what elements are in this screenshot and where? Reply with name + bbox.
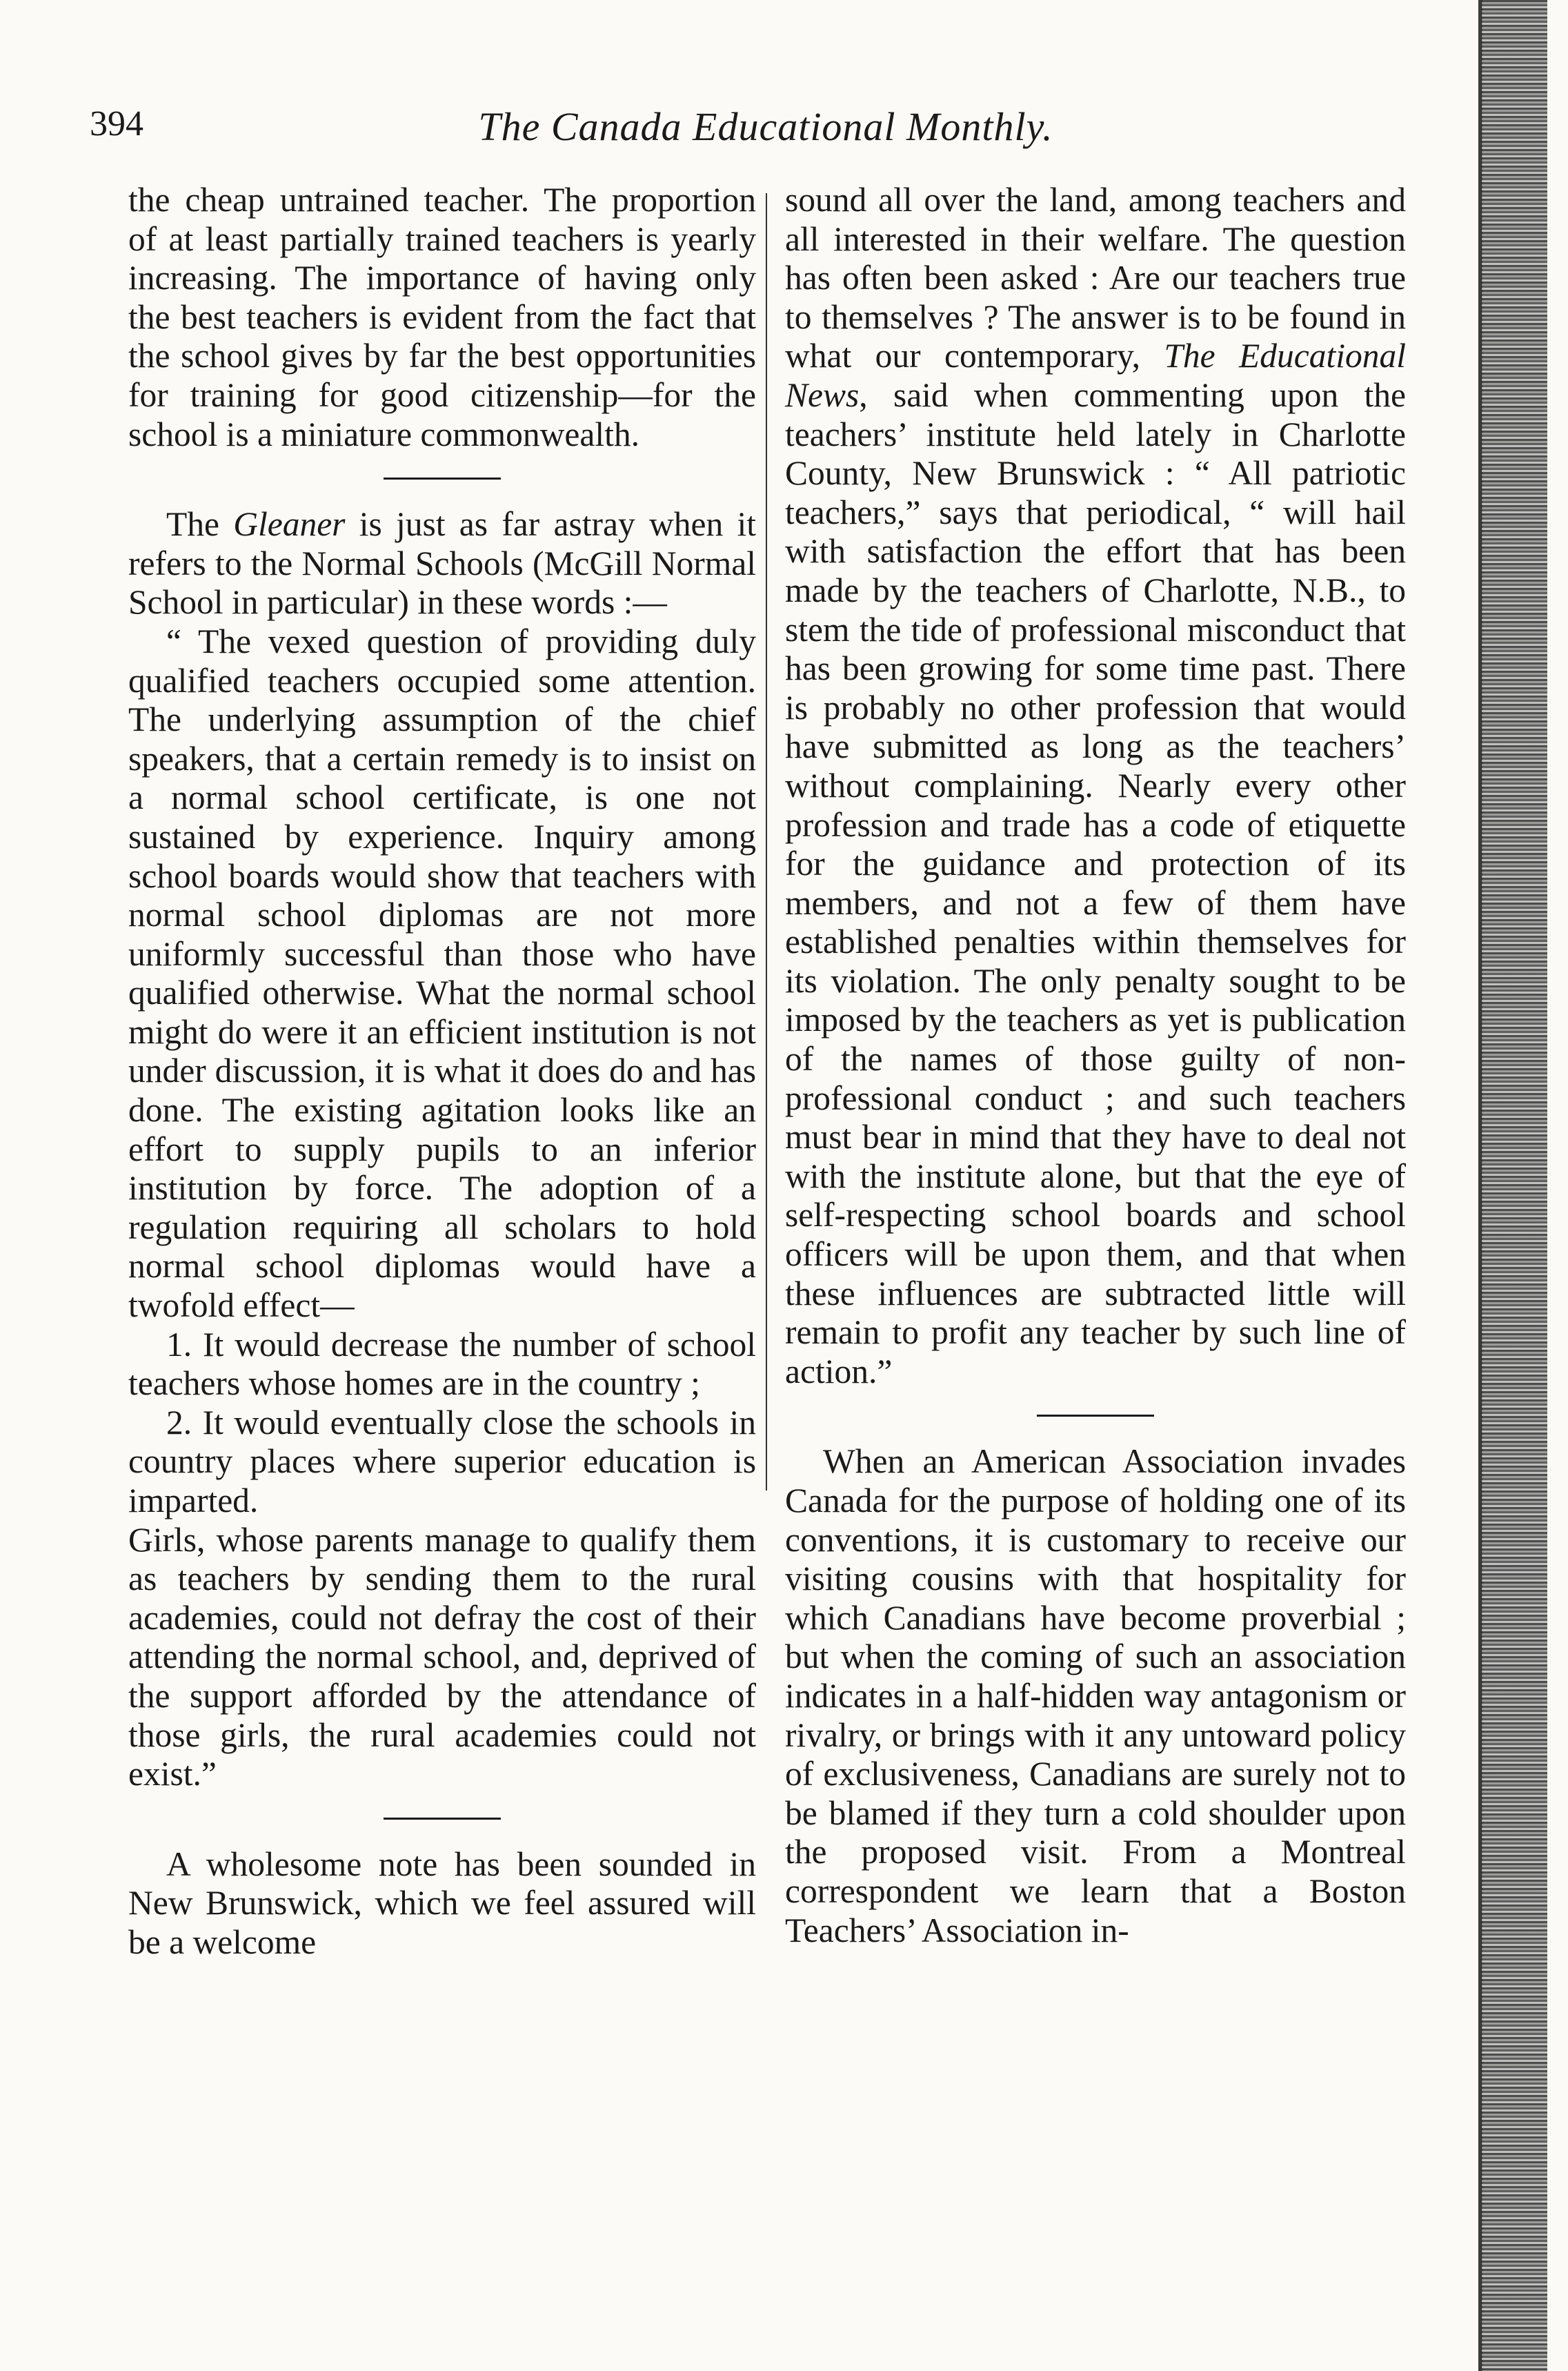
paragraph: A wholesome note has been sounded in New Brunswick, which we feel assured will be a welcome <box>128 1844 756 1961</box>
book-binding <box>1482 0 1547 2371</box>
quotation: “ The vexed question of providing duly qualified teachers occupied some attention. The underlying assumption of the chief speakers, that a certain remedy is to insist on a normal school certificate, is one not sustained by experience. Inquiry among school boards would show that teachers with normal school diplomas are not more uniformly successful than those who have qualified otherwise. What the normal school might do were it an efficient institution is not under discussion, it is what it does do and has done. The existing agitation looks like an effort to supply pupils to an inferior institution by force. The adoption of a regulation requiring all scholars to hold normal school diplomas would have a twofold effect— <box>128 622 756 1325</box>
section-separator <box>128 454 756 505</box>
publication-name: Gleaner <box>233 505 346 544</box>
paragraph: Girls, whose parents manage to qualify them as teachers by sending them to the rural academies, could not defray the cost of their attending the normal school, and, deprived of the support afforded by the attendance of those girls, the rural academies could not exist.” <box>128 1520 756 1793</box>
paragraph: The Gleaner is just as far astray when it refers to the Normal Schools (McGill Normal School in particular) in these words :— <box>128 505 756 622</box>
paragraph: sound all over the land, among teachers and all interested in their welfare. The question has often been asked : Are our teachers true to themselves ? The answer is to be found in what our contemporary, The Educational News, said when commenting upon the teachers’ institute held lately in Charlotte County, New Brunswick : “ All patriotic teachers,” says that periodical, “ will hail with satisfaction the effort that has been made by the teachers of Charlotte, N.B., to stem the tide of professional misconduct that has been growing for some time past. There is probably no other profession that would have submitted as long as the teachers’ without complaining. Nearly every other profession and trade has a code of etiquette for the guidance and protection of its members, and not a few of them have established penalties within themselves for its violation. The only penalty sought to be imposed by the teachers as yet is publication of the names of those guilty of non-professional conduct ; and such teachers must bear in mind that they have to deal not with the institute alone, but that the eye of self-respecting school boards and school officers will be upon them, and that when these influences are subtracted little will remain to profit any teacher by such line of action.” <box>785 181 1407 1390</box>
section-separator <box>128 1794 756 1845</box>
list-item: 2. It would eventually close the schools in country places where superior education is imparted. <box>128 1403 756 1519</box>
paragraph: the cheap untrained teacher. The proportion of at least partially trained teachers is yearly increasing. The importance of having only the best teachers is evident from the fact that the school gives by far the best opportunities for training for good citizenship—for the school is a miniature commonwealth. <box>128 181 756 453</box>
column-divider <box>766 193 767 1491</box>
paragraph: When an American Association invades Canada for the purpose of holding one of its conventions, it is customary to receive our visiting cousins with that hospitality for which Canadians have become proverbial ; but when the coming of such an association indicates in a half-hidden way antagonism or rivalry, or brings with it any untoward policy of exclusiveness, Canadians are surely not to be blamed if they turn a cold shoulder upon the proposed visit. From a Montreal correspondent we learn that a Boston Teachers’ Association in- <box>785 1442 1406 1949</box>
page-header <box>90 104 1442 166</box>
left-column <box>128 181 756 1962</box>
running-title: The Canada Educational Monthly. <box>478 104 1053 149</box>
right-column <box>785 181 1406 1950</box>
page-number: 394 <box>90 104 143 144</box>
publication-name: The Educational News <box>785 337 1407 414</box>
list-item: 1. It would decrease the number of school teachers whose homes are in the country ; <box>128 1325 756 1403</box>
section-separator <box>785 1391 1406 1442</box>
